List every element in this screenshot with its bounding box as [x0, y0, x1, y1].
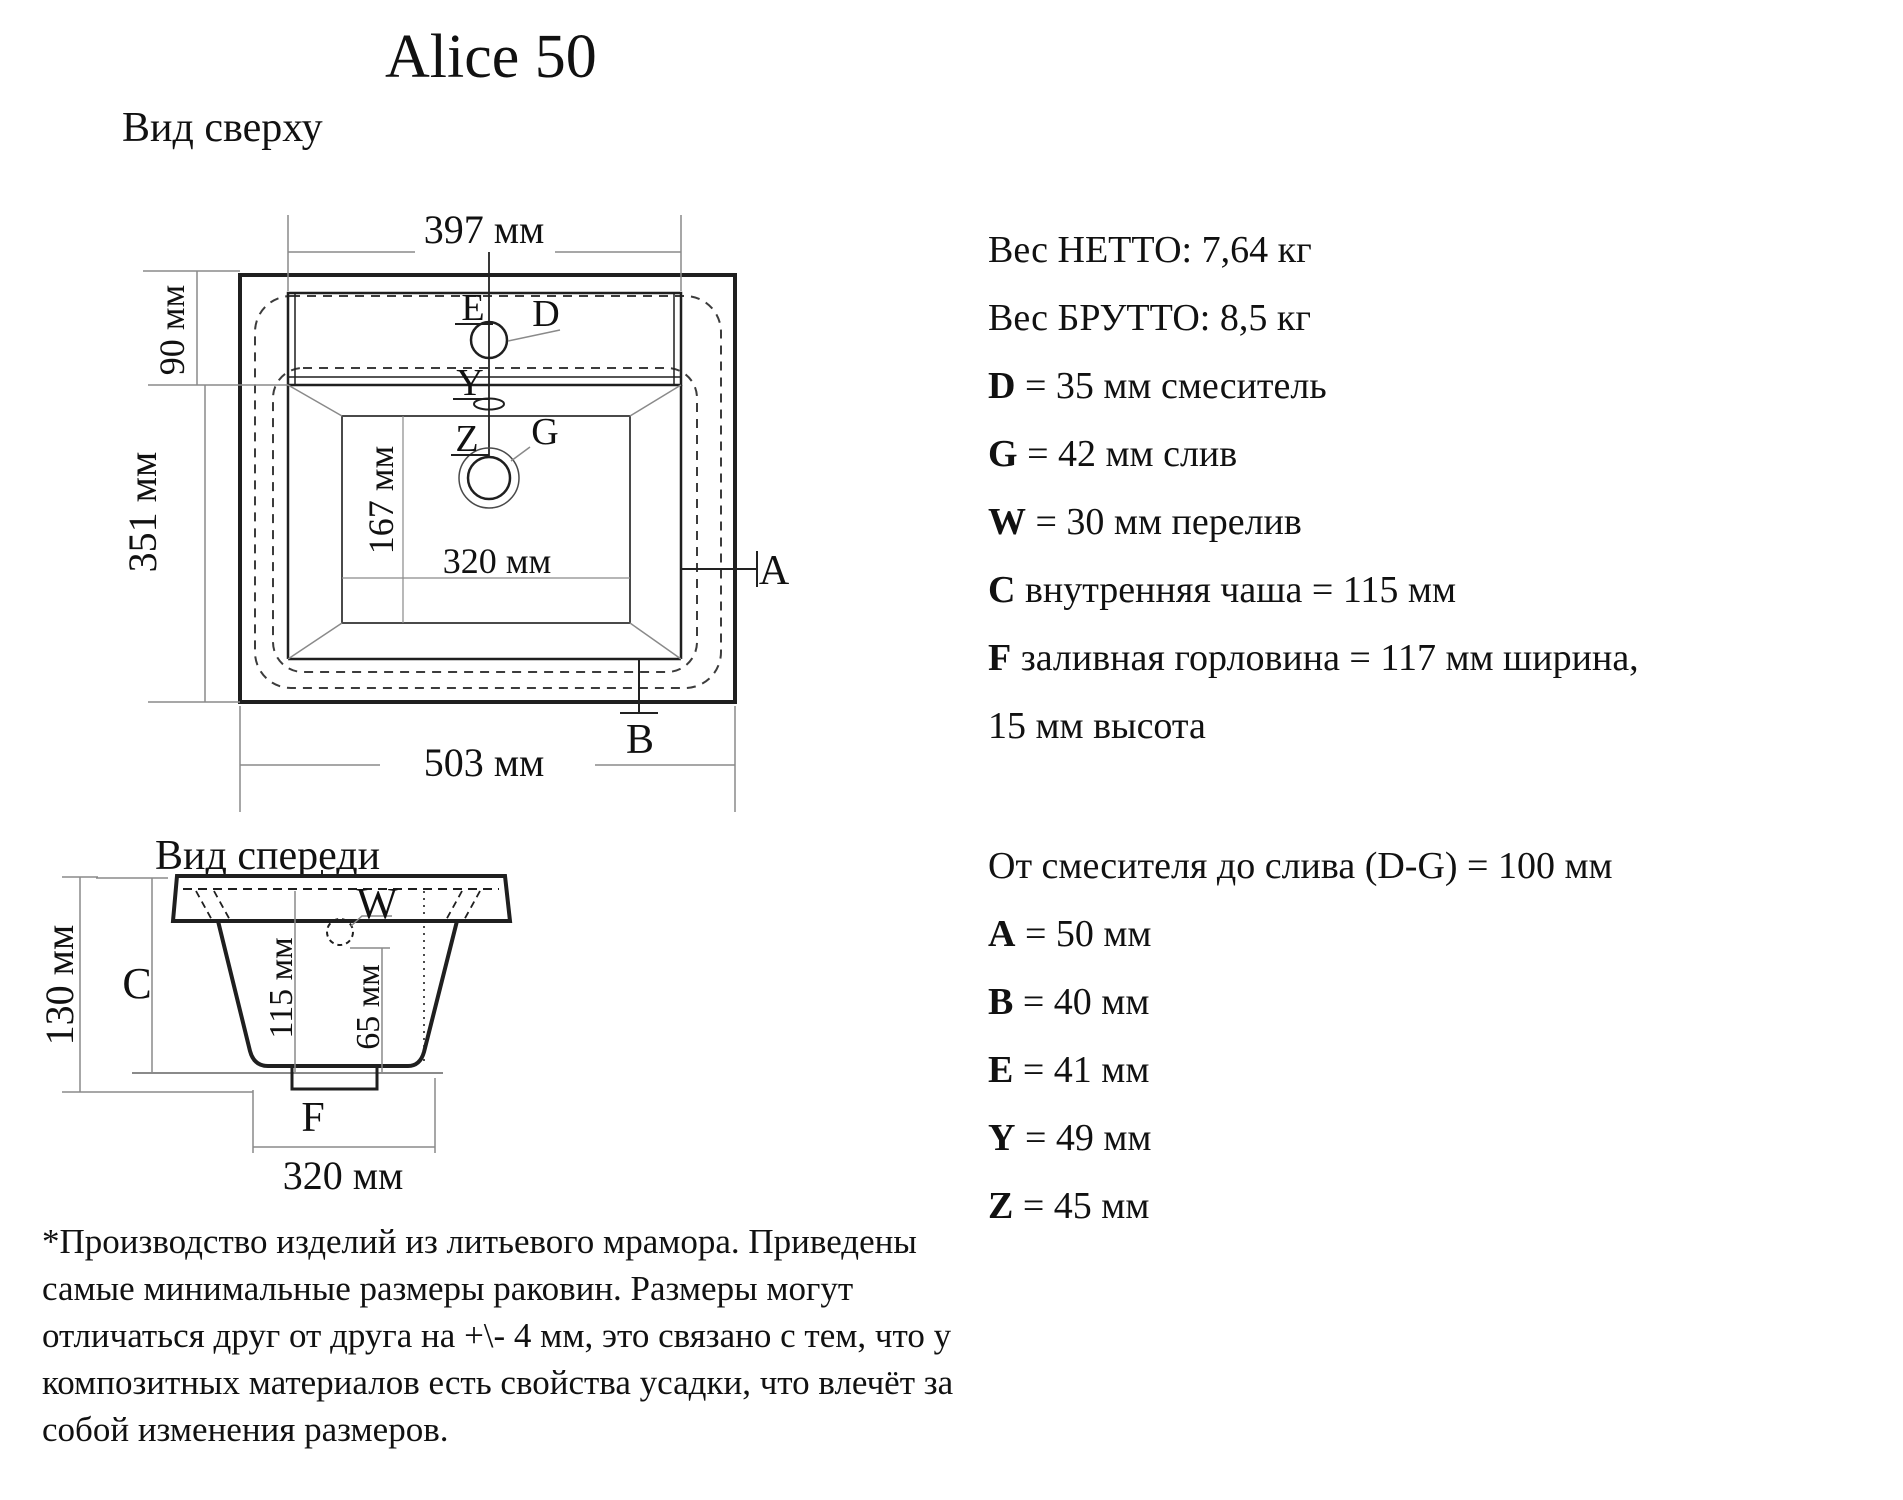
dim-90-label: 90 мм [152, 284, 192, 376]
front-deck-outline [173, 876, 510, 921]
spec-prefix: G [988, 433, 1018, 475]
label-b: B [625, 717, 655, 763]
callout-a-lines [681, 551, 757, 587]
dim-320-top-label: 320 мм [442, 541, 552, 581]
dim-130-lines [62, 877, 253, 1092]
dim-130-label: 130 мм [37, 924, 82, 1046]
top-bowl-rim [288, 385, 681, 659]
front-bowl-outline [218, 921, 457, 1066]
top-outer-edge [240, 275, 735, 702]
label-e: E [461, 287, 485, 329]
spec-text: Вес НЕТТО: 7,64 кг [988, 229, 1312, 271]
specs-block-gap [988, 760, 1888, 832]
spec-z [988, 1172, 1888, 1240]
production-note: *Производство изделий из литьевого мрамора. Приведены самые минимальные размеры раковин. Размеры могут отличаться друг от друга на +\- 4 мм, это связано с тем, что у композитных материалов есть свойства усадки, что влечёт за собой изменения размеров. [42, 1222, 954, 1449]
specs-panel [988, 216, 1888, 1240]
front-hidden-wall-left [196, 891, 230, 920]
spec-text: = 45 мм [1013, 1185, 1150, 1227]
label-w: W [356, 879, 398, 928]
spec-text: внутренняя чаша = 115 мм [1015, 569, 1457, 611]
spec-f-filler-neck [988, 624, 1888, 692]
spec-text: = 30 мм перелив [1026, 501, 1302, 543]
spec-net-weight [988, 216, 1888, 284]
callout-b-lines [620, 659, 658, 713]
spec-text: От смесителя до слива (D-G) = 100 мм [988, 845, 1613, 887]
spec-a [988, 900, 1888, 968]
label-g: G [531, 411, 559, 453]
spec-prefix: Y [988, 1117, 1016, 1159]
spec-e [988, 1036, 1888, 1104]
spec-prefix: W [988, 501, 1026, 543]
spec-text: 15 мм высота [988, 705, 1206, 747]
spec-w-overflow [988, 488, 1888, 556]
label-d: D [532, 293, 560, 335]
spec-prefix: B [988, 981, 1014, 1023]
label-y: Y [456, 362, 484, 404]
top-view-drawing [143, 215, 757, 812]
spec-prefix: Z [988, 1185, 1014, 1227]
spec-text: = 41 мм [1013, 1049, 1150, 1091]
top-view-heading: Вид сверху [122, 105, 323, 151]
dim-65-label: 65 мм [350, 964, 387, 1050]
spec-f-height [988, 692, 1888, 760]
top-hidden-contour-outer [255, 296, 721, 688]
spec-text: = 50 мм [1015, 913, 1152, 955]
spec-mixer-to-drain [988, 832, 1888, 900]
spec-prefix: E [988, 1049, 1014, 1091]
spec-b [988, 968, 1888, 1036]
spec-y [988, 1104, 1888, 1172]
front-drain-pedestal [292, 1066, 377, 1089]
spec-text: Вес БРУТТО: 8,5 кг [988, 297, 1311, 339]
label-a: A [758, 548, 790, 594]
label-c: C [122, 959, 152, 1008]
spec-text: заливная горловина = 117 мм ширина, [1011, 637, 1639, 679]
label-z: Z [455, 418, 479, 460]
spec-c-inner-bowl [988, 556, 1888, 624]
spec-text: = 49 мм [1015, 1117, 1152, 1159]
spec-prefix: D [988, 365, 1016, 407]
dim-167-label: 167 мм [361, 445, 401, 555]
spec-text: = 42 мм слив [1017, 433, 1238, 475]
dim-503-label: 503 мм [423, 740, 545, 785]
spec-gross-weight [988, 284, 1888, 352]
spec-prefix: A [988, 913, 1016, 955]
spec-text: = 35 мм смеситель [1015, 365, 1327, 407]
label-g-leader [511, 447, 530, 461]
spec-text: = 40 мм [1013, 981, 1150, 1023]
dim-397-label: 397 мм [423, 207, 545, 252]
drain-hole-inner [468, 457, 510, 499]
label-f: F [301, 1095, 325, 1141]
spec-prefix: C [988, 569, 1016, 611]
dim-351-label: 351 мм [120, 451, 165, 573]
page-title: Alice 50 [385, 23, 597, 91]
dim-320-front-label: 320 мм [282, 1153, 404, 1198]
top-bowl-corner-slants [288, 385, 681, 659]
front-hidden-wall-right [446, 891, 480, 920]
spec-prefix: F [988, 637, 1012, 679]
spec-g-drain [988, 420, 1888, 488]
dim-115-label: 115 мм [263, 937, 300, 1039]
spec-d-mixer [988, 352, 1888, 420]
front-view-heading: Вид спереди [155, 833, 381, 879]
